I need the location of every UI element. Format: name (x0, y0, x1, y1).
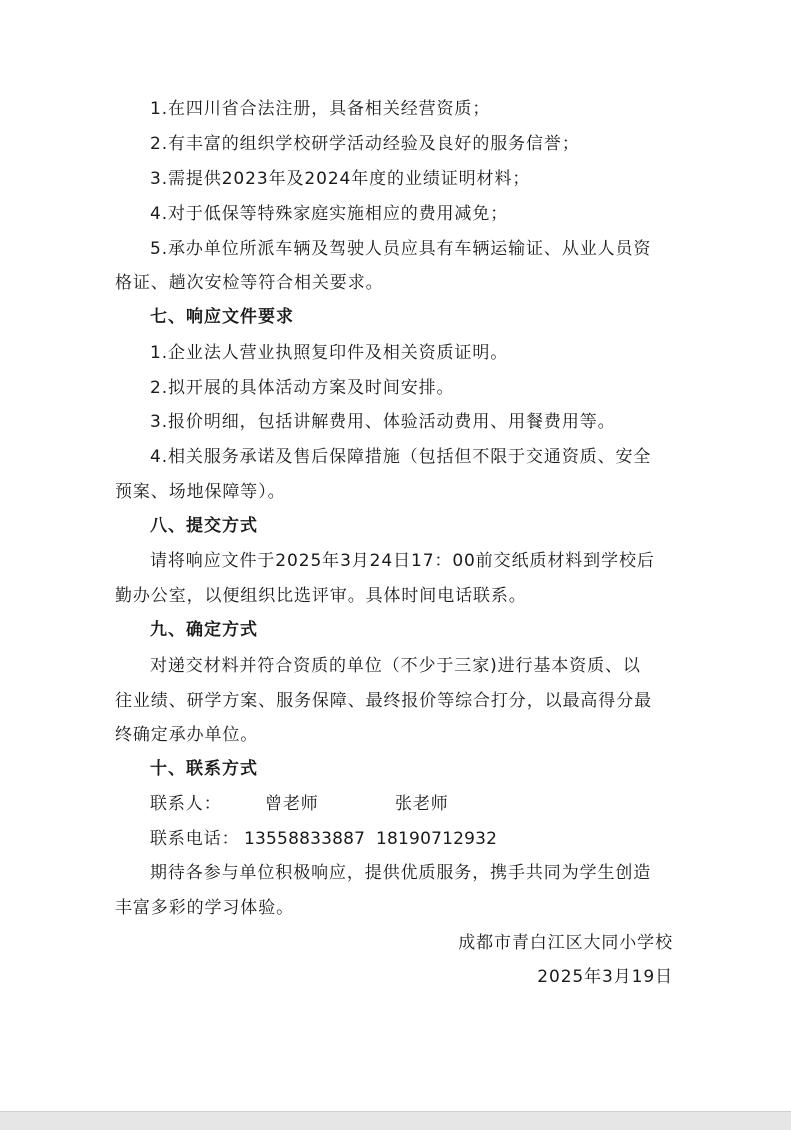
section7-heading: 七、响应文件要求 (150, 307, 294, 327)
section8-line-2: 勤办公室，以便组织比选评审。具体时间电话联系。 (115, 586, 527, 606)
section8-heading: 八、提交方式 (150, 516, 258, 536)
section7-item-1: 1.企业法人营业执照复印件及相关资质证明。 (150, 343, 509, 363)
phone-number-1: 13558833887 (244, 829, 366, 849)
qualification-item-3: 3.需提供2023年及2024年度的业绩证明材料； (150, 169, 531, 189)
qualification-item-5: 5.承办单位所派车辆及驾驶人员应具有车辆运输证、从业人员资 (150, 239, 652, 259)
phone-number-2: 18190712932 (376, 829, 498, 849)
qualification-item-4: 4.对于低保等特殊家庭实施相应的费用减免； (150, 204, 509, 224)
closing-line-1: 期待各参与单位积极响应，提供优质服务，携手共同为学生创造 (150, 863, 652, 883)
closing-line-2: 丰富多彩的学习体验。 (115, 898, 294, 918)
signature-date: 2025年3月19日 (537, 967, 673, 987)
qualification-item-5-cont: 格证、趟次安检等符合相关要求。 (115, 273, 384, 293)
section7-item-4-cont: 预案、场地保障等）。 (115, 482, 286, 502)
page-bottom-strip (0, 1111, 791, 1130)
section9-line-1: 对递交材料并符合资质的单位（不少于三家)进行基本资质、以 (150, 656, 641, 676)
section9-heading: 九、确定方式 (150, 620, 258, 640)
contact-name-2: 张老师 (395, 794, 449, 814)
qualification-item-1: 1.在四川省合法注册，具备相关经营资质； (150, 99, 491, 119)
section7-item-2: 2.拟开展的具体活动方案及时间安排。 (150, 378, 455, 398)
section9-line-2: 往业绩、研学方案、服务保障、最终报价等综合打分，以最高得分最 (115, 691, 652, 711)
section8-line-1: 请将响应文件于2025年3月24日17：00前交纸质材料到学校后 (150, 551, 655, 571)
section9-line-3: 终确定承办单位。 (115, 725, 259, 745)
contact-name-1: 曾老师 (265, 794, 319, 814)
contact-label: 联系人： (150, 794, 222, 814)
qualification-item-2: 2.有丰富的组织学校研学活动经验及良好的服务信誉； (150, 134, 580, 154)
section7-item-3: 3.报价明细，包括讲解费用、体验活动费用、用餐费用等。 (150, 412, 616, 432)
section10-heading: 十、联系方式 (150, 759, 258, 779)
section7-item-4: 4.相关服务承诺及售后保障措施（包括但不限于交通资质、安全 (150, 447, 652, 467)
phone-label: 联系电话： (150, 829, 240, 849)
signature-organization: 成都市青白江区大同小学校 (458, 933, 673, 953)
